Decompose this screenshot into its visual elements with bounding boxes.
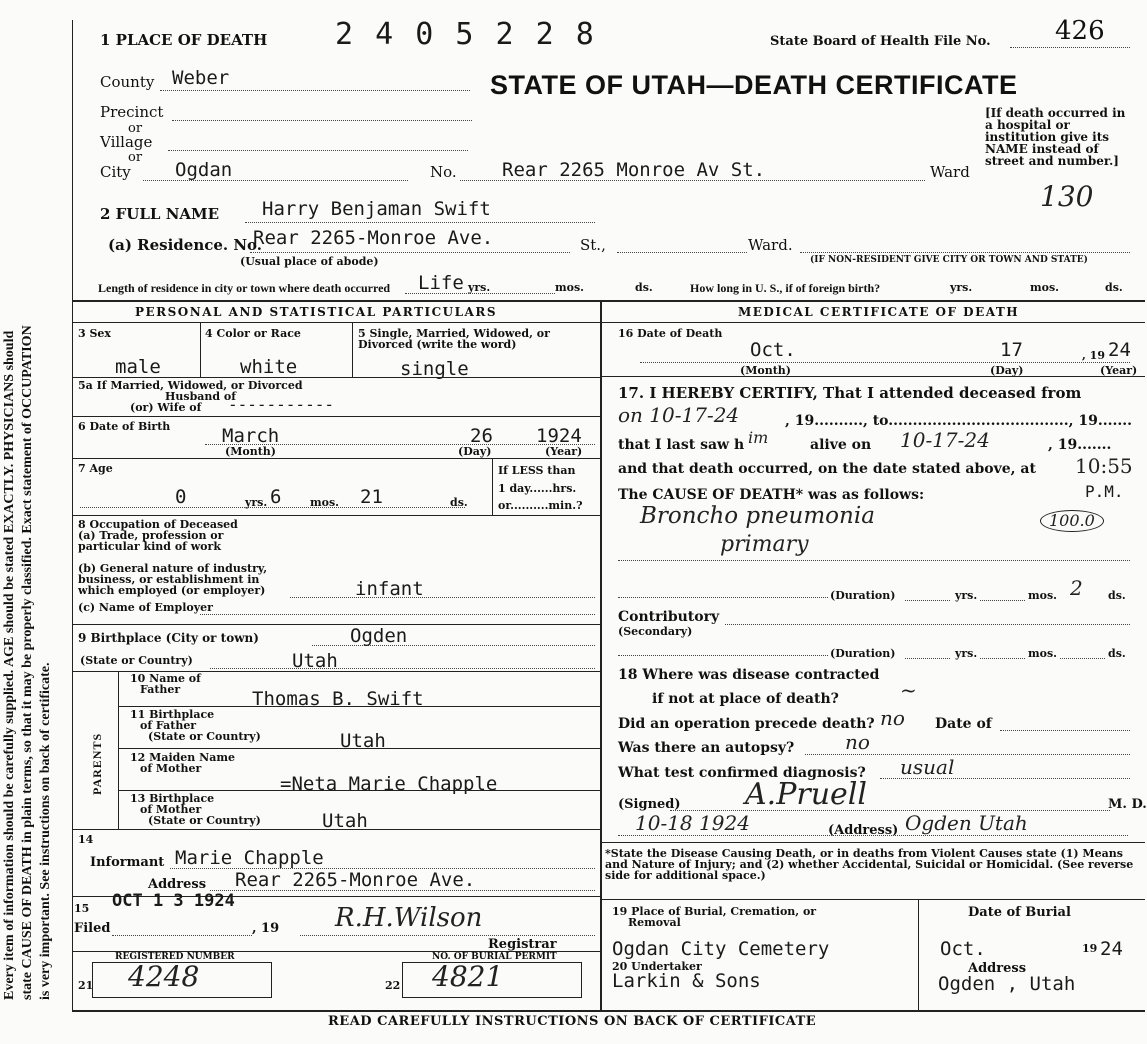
birthplace-state-label: (State or Country) <box>80 654 193 667</box>
residence-label: (a) Residence. No. <box>108 236 263 254</box>
last-saw-label: that I last saw h <box>618 437 745 453</box>
occupation-b-2: business, or establishment in <box>78 573 260 586</box>
non-resident-note: (IF NON-RESIDENT GIVE CITY OR TOWN AND STATE) <box>810 255 1088 265</box>
operation-label: Did an operation precede death? <box>618 716 875 732</box>
residence-ward-label: Ward. <box>748 236 793 254</box>
death-month: Oct. <box>750 339 796 361</box>
registered-number: 4248 <box>128 960 200 993</box>
duration-ds-2: ds. <box>1108 647 1126 660</box>
village-label: Village <box>100 133 153 151</box>
side-instruction-line-1: Every item of information should be carefully supplied. AGE should be stated EXACTLY. PHYSICIANS should <box>2 330 17 1000</box>
physician-signature: A.Pruell <box>745 777 867 812</box>
duration-yrs-2: yrs. <box>955 647 978 660</box>
undertaker-name: Larkin & Sons <box>612 970 761 992</box>
mother-bp-label-3: (State or Country) <box>148 814 261 827</box>
parents-label: PARENTS <box>90 732 104 795</box>
test-label: What test confirmed diagnosis? <box>618 765 866 781</box>
length-mos: mos. <box>555 281 584 294</box>
mother-bp-label-1: 13 Birthplace <box>130 792 215 805</box>
death-day: 17 <box>1000 339 1023 361</box>
age-months: 6 <box>270 486 282 508</box>
dob-year-caption: (Year) <box>545 445 583 458</box>
last-saw-him: im <box>748 428 769 447</box>
city-value: Ogdan <box>175 159 233 181</box>
md-label: M. D. <box>1108 797 1147 812</box>
occupation-b-1: (b) General nature of industry, <box>78 562 268 575</box>
operation-answer: no <box>880 706 905 730</box>
death-19: , 19 <box>1082 349 1105 362</box>
cause-primary: Broncho pneumonia <box>640 503 875 529</box>
sex-label: 3 Sex <box>78 327 111 340</box>
time-pm: P.M. <box>1085 482 1124 501</box>
spouse-label-3: (or) Wife of <box>130 401 202 414</box>
physician-address: Ogden Utah <box>905 811 1028 835</box>
marital-value: single <box>400 358 469 380</box>
length-yrs: yrs. <box>468 281 491 294</box>
personal-section-title: PERSONAL AND STATISTICAL PARTICULARS <box>135 305 498 319</box>
age-years: 0 <box>175 486 187 508</box>
certify-statement: 17. I HEREBY CERTIFY, That I attended deceased from <box>618 384 1082 402</box>
color-label: 4 Color or Race <box>205 327 301 340</box>
father-bp-label-3: (State or Country) <box>148 730 261 743</box>
death-month-caption: (Month) <box>740 364 791 377</box>
hospital-note: [If death occurred in a hospital or institution give its NAME instead of street and number.] <box>985 106 1126 168</box>
duration-months-value: 2 <box>1070 576 1083 600</box>
age-label: 7 Age <box>78 462 113 475</box>
duration-mos-1: mos. <box>1028 589 1057 602</box>
occupation-label: 8 Occupation of Deceased <box>78 518 238 531</box>
duration-yrs-1: yrs. <box>955 589 978 602</box>
burial-date-label: Date of Burial <box>968 905 1071 920</box>
registrar-label: Registrar <box>488 937 557 952</box>
death-time: 10:55 <box>1075 454 1133 478</box>
spouse-value: ----------- <box>228 395 334 414</box>
father-birthplace: Utah <box>340 730 386 752</box>
burial-date-month: Oct. <box>940 938 986 960</box>
burial-permit-prefix: 22 <box>385 979 401 992</box>
filed-label: Filed <box>74 921 111 936</box>
age-mos-label: mos. <box>310 496 339 509</box>
cause-primary-note: primary <box>720 532 809 557</box>
signed-date: 10-18 1924 <box>635 811 750 835</box>
duration-label-1: (Duration) <box>830 589 896 602</box>
length-ds: ds. <box>635 281 653 294</box>
burial-19: 19 <box>1082 942 1098 955</box>
signed-label: (Signed) <box>618 797 681 812</box>
residence-value: Rear 2265-Monroe Ave. <box>253 227 494 249</box>
informant-number: 14 <box>78 833 94 846</box>
test-answer: usual <box>900 755 955 779</box>
undertaker-address: Ogden , Utah <box>938 973 1076 995</box>
registered-prefix: 21 <box>78 979 94 992</box>
us-mos: mos. <box>1030 281 1059 294</box>
spouse-label-2: Husband of <box>165 390 236 403</box>
death-year-caption: (Year) <box>1100 364 1138 377</box>
dob-day-caption: (Day) <box>458 445 492 458</box>
marital-label: 5 Single, Married, Widowed, or Divorced (write the word) <box>358 327 550 351</box>
stamp-number: 2 4 0 5 2 2 8 <box>335 17 596 52</box>
mother-bp-label-2: of Mother <box>140 803 202 816</box>
birthplace-label: 9 Birthplace (City or town) <box>78 631 259 645</box>
dob-day: 26 <box>470 425 493 447</box>
burial-year: 24 <box>1100 938 1123 960</box>
undertaker-address-label: Address <box>968 961 1027 976</box>
ward-label: Ward <box>930 163 970 181</box>
duration-mos-2: mos. <box>1028 647 1057 660</box>
filed-stamp: OCT 1 3 1924 <box>112 891 235 911</box>
duration-ds-1: ds. <box>1108 589 1126 602</box>
usual-abode-note: (Usual place of abode) <box>240 255 379 268</box>
duration-label-2: (Duration) <box>830 647 896 660</box>
registrar-signature: R.H.Wilson <box>335 903 483 933</box>
alive-on-label: alive on <box>810 437 872 453</box>
registered-number-label: REGISTERED NUMBER <box>115 952 235 962</box>
full-name-value: Harry Benjaman Swift <box>262 198 491 220</box>
file-number-label: State Board of Health File No. <box>770 34 991 49</box>
less-than-1: If LESS than <box>498 464 576 477</box>
dob-month-caption: (Month) <box>225 445 276 458</box>
death-day-caption: (Day) <box>990 364 1024 377</box>
us-residence-label: How long in U. S., if of foreign birth? <box>690 281 881 295</box>
filed-number: 15 <box>74 902 90 915</box>
us-yrs: yrs. <box>950 281 973 294</box>
side-instruction-line-2: state CAUSE OF DEATH in plain terms, so that it may be properly classified. Exact statement of OCCUPATION <box>20 325 35 1000</box>
occupation-b-3: which employed (or employer) <box>78 584 266 597</box>
informant-label: Informant <box>90 855 165 870</box>
city-label: City <box>100 163 131 181</box>
less-than-3: or..........min.? <box>498 499 583 512</box>
informant-name: Marie Chapple <box>175 847 324 869</box>
mother-birthplace: Utah <box>322 810 368 832</box>
father-name: Thomas B. Swift <box>252 688 424 710</box>
contributory-label: Contributory <box>618 609 720 625</box>
age-days: 21 <box>360 486 383 508</box>
cause-of-death-label: The CAUSE OF DEATH* was as follows: <box>618 487 925 503</box>
informant-address: Rear 2265-Monroe Ave. <box>235 869 476 891</box>
mother-label-1: 12 Maiden Name <box>130 751 235 764</box>
cause-percentage: 100.0 <box>1040 510 1104 532</box>
burial-place-label-2: Removal <box>628 916 681 929</box>
autopsy-answer: no <box>845 730 870 754</box>
where-contracted-answer: ~ <box>900 678 917 702</box>
place-of-death-label: 1 PLACE OF DEATH <box>100 31 268 49</box>
dob-label: 6 Date of Birth <box>78 420 171 433</box>
footer-instructions: READ CAREFULLY INSTRUCTIONS ON BACK OF CERTIFICATE <box>328 1014 817 1029</box>
filed-19: , 19 <box>252 921 280 936</box>
where-contracted-label-2: if not at place of death? <box>652 691 839 707</box>
length-residence-value: Life <box>418 272 464 294</box>
medical-section-title: MEDICAL CERTIFICATE OF DEATH <box>738 305 1020 319</box>
cause-instructions-note: *State the Disease Causing Death, or in deaths from Violent Causes state (1) Means and Nature of Injury; and (2) whether Accidental, Suicidal or Homicidal. (See reverse side for additional space.) <box>605 847 1134 882</box>
age-ds-label: ds. <box>450 496 468 509</box>
date-of-death-label: 16 Date of Death <box>618 327 723 340</box>
where-contracted-label: 18 Where was disease contracted <box>618 667 880 683</box>
burial-permit-number: 4821 <box>432 960 504 993</box>
father-bp-label-1: 11 Birthplace <box>130 708 215 721</box>
birthplace-city: Ogden <box>350 625 408 647</box>
spouse-label-1: 5a If Married, Widowed, or Divorced <box>78 379 303 392</box>
residence-st-label: St., <box>580 236 606 254</box>
attended-from: on 10-17-24 <box>618 403 740 427</box>
occupation-a-2: particular kind of work <box>78 540 221 553</box>
dob-month: March <box>222 425 280 447</box>
father-label-1: 10 Name of <box>130 672 201 685</box>
us-ds: ds. <box>1105 281 1123 294</box>
alive-on-date: 10-17-24 <box>900 428 990 452</box>
burial-place: Ogdan City Cemetery <box>612 938 830 960</box>
occupation-value: infant <box>355 578 424 600</box>
street-value: Rear 2265 Monroe Av St. <box>502 159 766 181</box>
county-value: Weber <box>172 67 230 89</box>
secondary-label: (Secondary) <box>618 625 693 638</box>
or-text-2: or <box>128 150 143 165</box>
father-label-2: Father <box>140 683 181 696</box>
ward-value: 130 <box>1040 180 1094 213</box>
precinct-label: Precinct <box>100 103 164 121</box>
or-text-1: or <box>128 121 143 136</box>
attended-to: , 19.........., to....................................., 19....... <box>785 413 1132 429</box>
alive-19: , 19....... <box>1048 437 1112 453</box>
street-no-label: No. <box>430 163 457 181</box>
birthplace-state: Utah <box>292 650 338 672</box>
physician-address-label: (Address) <box>828 823 899 838</box>
full-name-label: 2 FULL NAME <box>100 205 220 223</box>
death-year: 24 <box>1108 339 1131 361</box>
autopsy-label: Was there an autopsy? <box>618 740 795 756</box>
operation-date-label: Date of <box>935 716 992 732</box>
certificate-title: STATE OF UTAH—DEATH CERTIFICATE <box>490 70 1018 100</box>
sex-value: male <box>115 356 161 378</box>
undertaker-label: 20 Undertaker <box>612 960 702 973</box>
mother-label-2: of Mother <box>140 762 202 775</box>
burial-permit-label: NO. OF BURIAL PERMIT <box>432 952 557 962</box>
father-bp-label-2: of Father <box>140 719 197 732</box>
mother-name: =Neta Marie Chapple <box>280 773 498 795</box>
length-residence-label: Length of residence in city or town where death occurred <box>98 281 391 295</box>
file-number: 426 <box>1055 16 1105 46</box>
age-yrs-label: yrs. <box>245 496 268 509</box>
less-than-2: 1 day......hrs. <box>498 482 577 495</box>
burial-place-label-1: 19 Place of Burial, Cremation, or <box>612 905 817 918</box>
informant-address-label: Address <box>148 877 207 892</box>
death-occurred-label: and that death occurred, on the date stated above, at <box>618 461 1036 477</box>
employer-label: (c) Name of Employer <box>78 601 213 614</box>
side-instruction-line-3: is very important. See instructions on back of certificate. <box>38 662 53 1000</box>
county-label: County <box>100 73 155 91</box>
occupation-a-1: (a) Trade, profession or <box>78 529 224 542</box>
color-value: white <box>240 356 298 378</box>
dob-year: 1924 <box>536 425 582 447</box>
